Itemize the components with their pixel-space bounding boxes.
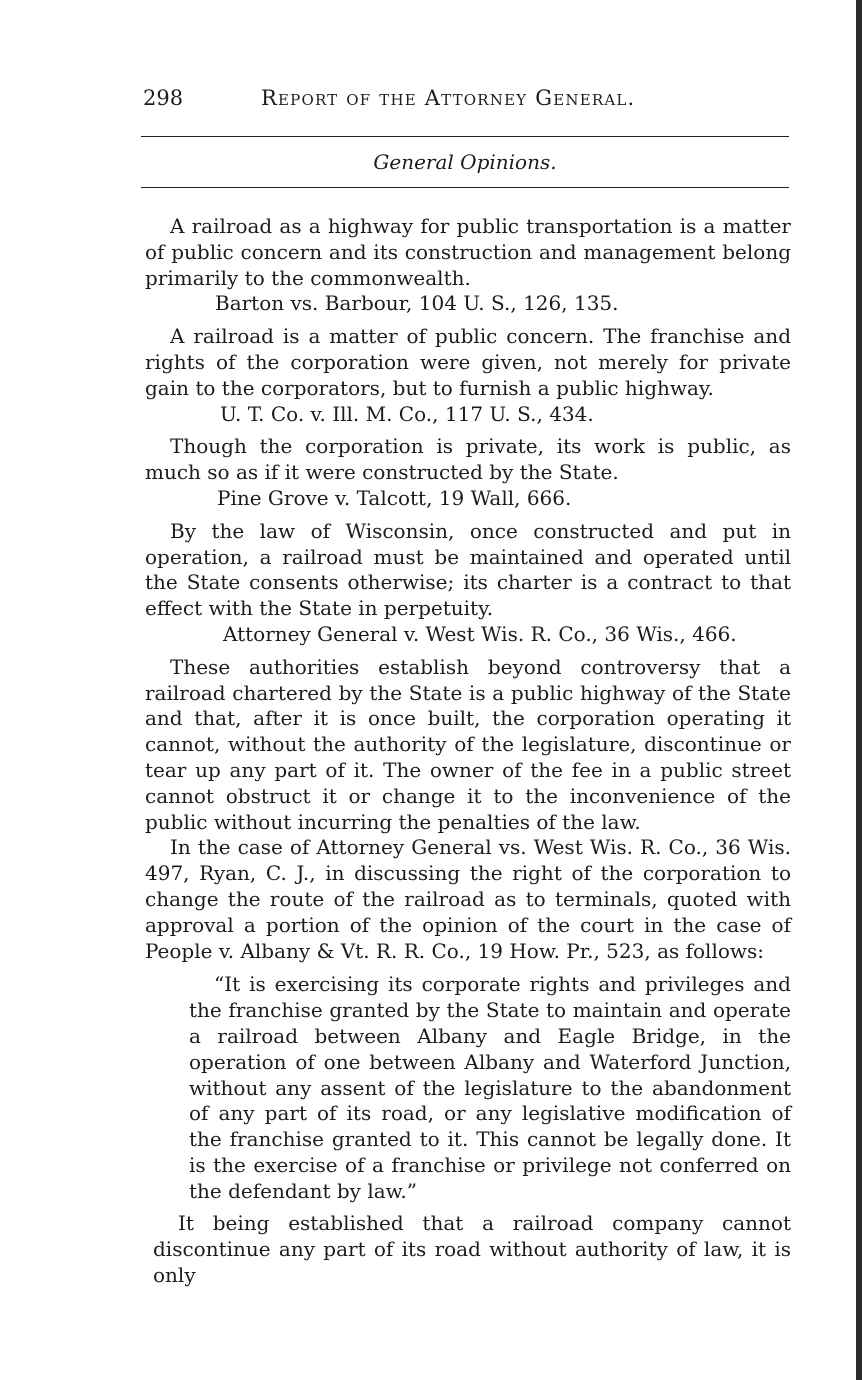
- header-rule-top: [141, 136, 789, 137]
- page-edge-shadow: [856, 0, 862, 1380]
- block-quote: “It is exercising its corporate rights and privileges and the franchise granted by the State to maintain and operate a railroad between Albany and Eagle Bridge, in the operation of one between Albany and Waterford Junction, without any assent of the legislature to the abandonment of any part of its road, or any legislative modification of the franchise granted to it. This cannot be legally done. It is the exercise of a franchise or privilege not conferred on the defendant by law.”: [189, 972, 791, 1203]
- paragraph-6: In the case of Attorney General vs. West Wis. R. Co., 36 Wis. 497, Ryan, C. J., in discussing the right of the corporation to change the route of the railroad as to terminals, quoted with approval a portion of the opinion of the court in the case of People v. Albany & Vt. R. R. Co., 19 How. Pr., 523, as follows:: [145, 835, 791, 963]
- citation-1: Barton vs. Barbour, 104 U. S., 126, 135.: [215, 291, 619, 316]
- paragraph-5: These authorities establish beyond controversy that a railroad chartered by the State is a public highway of the State and that, after it is once built, the corporation operating it cannot, without the authority of the legislature, discontinue or tear up any part of it. The owner of the fee in a public street cannot obstruct it or change it to the inconvenience of the public without incurring the penalties of the law.: [145, 654, 791, 834]
- paragraph-7: It being established that a railroad company cannot discontinue any part of its road without authority of law, it is only: [153, 1211, 791, 1288]
- paragraph-1: A railroad as a highway for public transportation is a matter of public concern and its construction and management belong primarily to the commonwealth.: [145, 214, 791, 290]
- section-title: General Opinions.: [373, 150, 557, 174]
- body-text: [145, 214, 791, 1289]
- citation-2: U. T. Co. v. Ill. M. Co., 117 U. S., 434.: [220, 401, 594, 426]
- page-number: 298: [143, 86, 184, 110]
- paragraph-4: By the law of Wisconsin, once constructed and put in operation, a railroad must be maintained and operated until the State consents otherwise; its charter is a contract to that effect with the State in perpetuity.: [145, 518, 791, 621]
- citation-3: Pine Grove v. Talcott, 19 Wall, 666.: [217, 485, 572, 510]
- citation-4: Attorney General v. West Wis. R. Co., 36 Wis., 466.: [223, 621, 737, 646]
- running-title: Report of the Attorney General.: [261, 86, 636, 110]
- page-header: [143, 86, 789, 114]
- paragraph-3: Though the corporation is private, its work is public, as much so as if it were constructed by the State.: [145, 434, 791, 485]
- paragraph-2: A railroad is a matter of public concern. The franchise and rights of the corporation were given, not merely for private gain to the corporators, but to furnish a public highway.: [145, 324, 791, 400]
- header-rule-bottom: [141, 187, 789, 188]
